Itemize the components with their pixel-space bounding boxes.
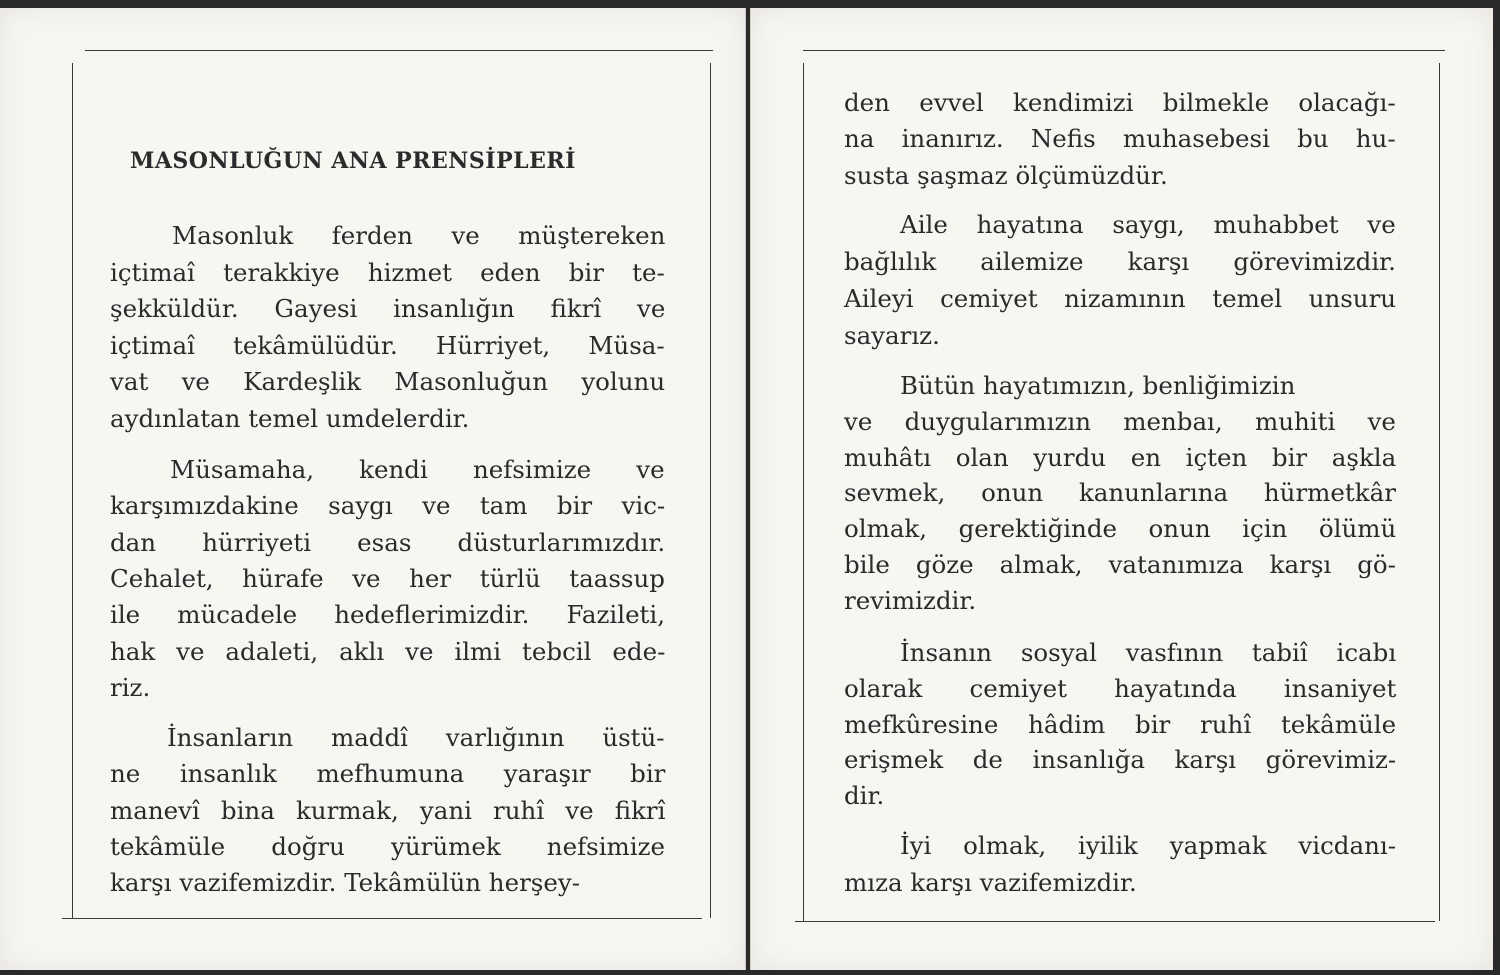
text-line: vat ve Kardeşlik Masonluğun yolunu xyxy=(110,367,666,397)
text-line: şekküldür. Gayesi insanlığın fikrî ve xyxy=(110,294,666,324)
text-line: Masonluk ferden ve müştereken xyxy=(172,221,666,250)
frame-bottom-border xyxy=(795,921,1435,922)
text-line: karşımızdakine saygı ve tam bir vic- xyxy=(110,491,666,521)
frame-top-border xyxy=(803,50,1445,51)
page-title: MASONLUĞUN ANA PRENSİPLERİ xyxy=(130,148,576,174)
text-line: İnsanın sosyal vasfının tabiî icabı xyxy=(900,638,1397,667)
text-line: olarak cemiyet hayatında insaniyet xyxy=(844,673,1397,703)
text-line: olmak, gerektiğinde onun için ölümü xyxy=(844,514,1397,544)
text-line: bile göze almak, vatanımıza karşı gö- xyxy=(844,550,1396,579)
text-line: bağlılık ailemize karşı görevimizdir. xyxy=(844,247,1396,276)
text-line: na inanırız. Nefis muhasebesi bu hu- xyxy=(844,124,1396,154)
text-line: ve duygularımızın menbaı, muhiti ve xyxy=(844,406,1396,436)
text-line: karşı vazifemizdir. Tekâmülün herşey- xyxy=(110,868,580,898)
text-line: Müsamaha, kendi nefsimize ve xyxy=(170,455,665,484)
text-line: İnsanların maddî varlığının üstü- xyxy=(167,723,665,752)
frame-right-border xyxy=(1439,63,1440,921)
text-line: dir. xyxy=(844,781,885,811)
text-line: tekâmüle doğru yürümek nefsimize xyxy=(110,831,666,861)
text-line: sayarız. xyxy=(844,321,940,350)
text-line: den evvel kendimizi bilmekle olacağı- xyxy=(844,88,1396,117)
text-line: ile mücadele hedeflerimizdir. Fazileti, xyxy=(110,600,666,630)
frame-right-border xyxy=(710,63,711,918)
text-line: İyi olmak, iyilik yapmak vicdanı- xyxy=(900,831,1396,860)
text-line: içtimaî terakkiye hizmet eden bir te- xyxy=(110,257,665,287)
frame-bottom-border xyxy=(62,918,702,919)
text-line: susta şaşmaz ölçümüzdür. xyxy=(844,160,1168,190)
text-line: sevmek, onun kanunlarına hürmetkâr xyxy=(844,478,1396,508)
frame-top-border xyxy=(85,50,713,51)
frame-left-border xyxy=(72,63,73,918)
text-line: Bütün hayatımızın, benliğimizin xyxy=(900,371,1296,400)
text-line: riz. xyxy=(110,672,151,702)
text-line: içtimaî tekâmülüdür. Hürriyet, Müsa- xyxy=(110,330,665,360)
left-page xyxy=(0,8,746,970)
text-line: muhâtı olan yurdu en içten bir aşkla xyxy=(844,442,1397,472)
text-line: Aileyi cemiyet nizamının temel unsuru xyxy=(844,284,1397,313)
right-page xyxy=(750,8,1493,970)
text-line: mefkûresine hâdim bir ruhî tekâmüle xyxy=(844,709,1397,739)
text-line: Aile hayatına saygı, muhabbet ve xyxy=(900,210,1396,239)
text-line: mıza karşı vazifemizdir. xyxy=(844,867,1137,897)
text-line: erişmek de insanlığa karşı görevimiz- xyxy=(844,745,1397,775)
text-line: Cehalet, hürafe ve her türlü taassup xyxy=(110,563,665,593)
text-line: ne insanlık mefhumuna yaraşır bir xyxy=(110,759,666,789)
frame-left-border xyxy=(803,63,804,921)
text-line: manevî bina kurmak, yani ruhî ve fikrî xyxy=(110,795,666,825)
text-line: revimizdir. xyxy=(844,585,977,615)
text-line: aydınlatan temel umdelerdir. xyxy=(110,404,470,433)
text-line: dan hürriyeti esas düsturlarımızdır. xyxy=(110,527,666,557)
text-line: hak ve adaleti, aklı ve ilmi tebcil ede- xyxy=(110,636,666,666)
